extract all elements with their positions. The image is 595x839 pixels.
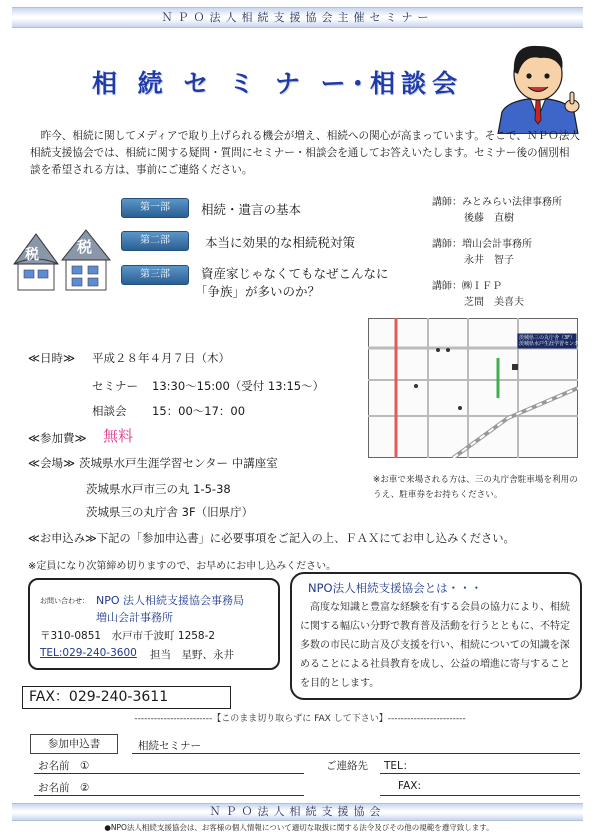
- seminar-time-value: 13:30～15:00（受付 13:15～）: [152, 379, 325, 393]
- form-name-1-field[interactable]: [34, 773, 304, 774]
- privacy-note: ●NPO法人相続支援協会は、お客様の個人情報について適切な取扱に関する法令及びその他の規範を遵守致します。: [104, 823, 494, 832]
- fax-number: FAX：029-240-3611: [22, 686, 231, 709]
- venue-label: ≪会場≫: [28, 456, 76, 470]
- form-tag: 参加申込書: [30, 734, 118, 754]
- speaker-1-name: 後藤 直樹: [464, 213, 514, 224]
- form-name-2-field[interactable]: [34, 795, 304, 796]
- consult-time-value: 15：00～17：00: [152, 404, 246, 418]
- speaker-1: [432, 195, 562, 227]
- speaker-3: [432, 279, 524, 311]
- form-tel-label: TEL：: [384, 760, 414, 772]
- house-label-right: 税: [77, 238, 93, 256]
- seminar-time-label: セミナー: [92, 379, 138, 393]
- about-title: NPO法人相続支援協会とは・・・: [308, 581, 483, 595]
- form-line-top: [132, 753, 580, 754]
- speaker-1-org: みとみらい法律事務所: [462, 197, 562, 208]
- speaker-3-prefix: 講師：: [432, 281, 462, 292]
- contact-label: お問い合わせ：: [40, 597, 89, 605]
- form-name-1-label: お名前 ①: [38, 760, 90, 772]
- form-name-2-label: お名前 ②: [38, 782, 90, 794]
- footer-banner: ＮＰＯ法人相続支援協会: [12, 803, 583, 821]
- venue-name: 茨城県水戸生涯学習センター 中講座室: [79, 456, 278, 470]
- part-3-title-line2: 「争族」が多いのか？: [195, 284, 321, 299]
- speaker-2-org: 増山会計事務所: [462, 239, 532, 250]
- contact-org-2: 増山会計事務所: [96, 611, 173, 624]
- speaker-1-prefix: 講師：: [432, 197, 462, 208]
- intro-paragraph: 昨今、相続に関してメディアで取り上げられる機会が増え、相続への関心が高まっています。そこで、ＮＰＯ法人相続支援協会では、相続に関する疑問・質問にセミナー・相談会を通してお答えいたします。セミナー後の個別相談を希望される方は、事前にご連絡ください。: [30, 130, 580, 176]
- part-1-title: 相続・遺言の基本: [201, 202, 302, 217]
- part-2-badge: 第二部: [121, 231, 189, 251]
- apply-instructions: ≪お申込み≫下記の「参加申込書」に必要事項をご記入の上、ＦＡＸにてお申し込みください。: [28, 532, 515, 545]
- part-3-title: 資産家じゃなくてもなぜこんなに: [201, 266, 389, 281]
- date-value: 平成２８年４月７日（木）: [92, 351, 230, 365]
- about-body: 高度な知識と豊富な経験を有する会員の協力により、相続に関する幅広い分野で教育普及活動を行うとともに、不特定多数の市民に助言及び支援を行い、相続についての知識を深めることによる社員教育を成し、公益の増進に寄与することを目的とします。: [300, 602, 570, 689]
- map-callout: [519, 335, 584, 347]
- form-fax-label: FAX:: [398, 780, 421, 792]
- part-1-badge: 第一部: [121, 198, 189, 218]
- part-3-badge: 第三部: [121, 265, 189, 285]
- form-contact-label: ご連絡先: [326, 760, 368, 772]
- contact-tel[interactable]: TEL:029-240-3600: [40, 647, 137, 659]
- speaker-2: [432, 237, 532, 269]
- consult-time-label: 相談会: [92, 404, 127, 418]
- part-2-title: 本当に効果的な相続税対策: [205, 235, 356, 250]
- venue-address-2: 茨城県三の丸庁舎 3F（旧県庁）: [86, 505, 254, 519]
- map-callout-sub: 茨城県三の丸庁舎（3F）: [519, 335, 576, 341]
- capacity-note: ※定員になり次第締め切りますので、お早めにお申し込みください。: [28, 561, 337, 572]
- form-tel-field[interactable]: [380, 773, 580, 774]
- contact-org-1: NPO 法人相続支援協会事務局: [96, 594, 245, 607]
- venue-address-1: 茨城県水戸市三の丸 1-5-38: [86, 482, 231, 496]
- cut-line: ------------------------【このまま切り取らずに FAX して下さい】------------------------: [134, 714, 466, 724]
- speaker-3-org: ㈱ＩＦＰ: [462, 281, 502, 292]
- house-label-left: 税: [25, 247, 39, 263]
- header-banner: ＮＰＯ法人相続支援協会主催セミナー: [12, 7, 583, 28]
- page-title: 相 続 セ ミ ナ ー･相談会: [92, 69, 464, 98]
- speaker-3-name: 芝間 美喜夫: [464, 297, 524, 308]
- fee-value: 無料: [103, 427, 134, 445]
- contact-address: 〒310-0851 水戸市千波町 1258-2: [40, 630, 216, 642]
- speaker-2-name: 永井 智子: [464, 255, 514, 266]
- speaker-2-prefix: 講師：: [432, 239, 462, 250]
- fee-label: ≪参加費≫: [28, 431, 87, 445]
- form-fax-field[interactable]: [380, 795, 580, 796]
- form-seminar-name: 相続セミナー: [138, 740, 201, 752]
- businessman-illustration: [488, 34, 588, 134]
- date-label: ≪日時≫: [28, 351, 76, 365]
- parking-note: ※お車で来場される方は、三の丸庁舎駐車場を利用のうえ、駐車券をお持ちください。: [373, 475, 578, 500]
- map-callout-main: 茨城県水戸生涯学習センター: [519, 341, 584, 347]
- contact-staff: 担当 星野、永井: [150, 649, 234, 661]
